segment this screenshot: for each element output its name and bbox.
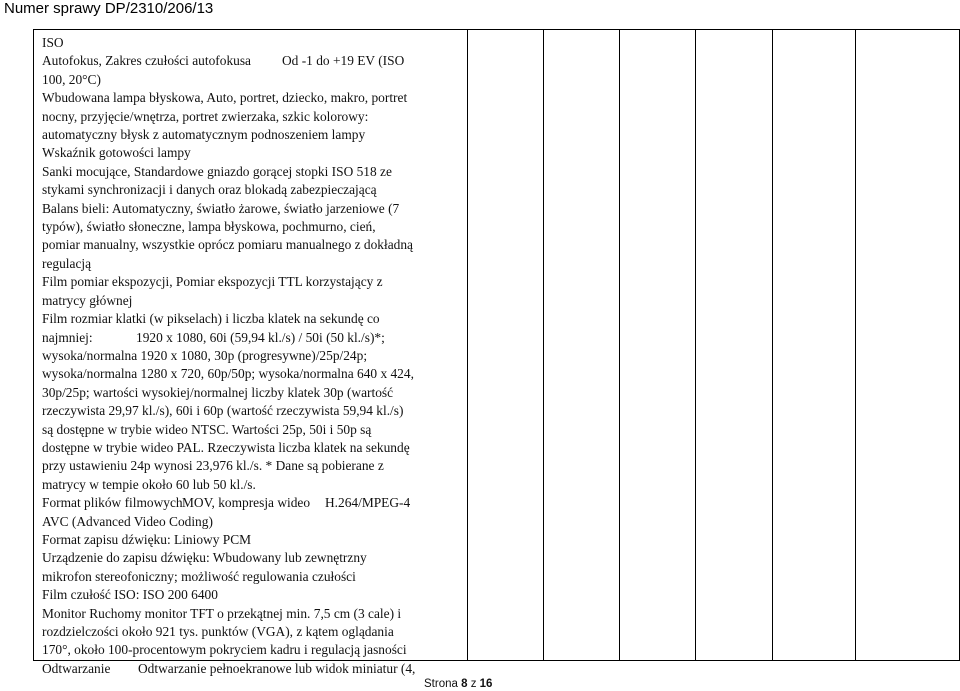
text-line: Odtwarzanie Odtwarzanie pełnoekranowe lub widok miniatur (4, <box>42 660 442 678</box>
text-line: 30p/25p; wartości wysokiej/normalnej liczby klatek 30p (wartość <box>42 384 394 400</box>
text-line: Film czułość ISO: ISO 200 6400 <box>42 587 218 603</box>
text-line: regulacją <box>42 255 92 271</box>
column-divider <box>543 30 544 660</box>
af-range: Od -1 do +19 EV (ISO <box>282 53 405 69</box>
text-line: Format zapisu dźwięku: Liniowy PCM <box>42 531 252 547</box>
codec: H.264/MPEG-4 <box>325 495 411 511</box>
text-line: Film rozmiar klatki (w pikselach) i liczba klatek na sekundę co <box>42 311 380 327</box>
text-line: nocny, przyjęcie/wnętrza, portret zwierzaka, szkic kolorowy: <box>42 108 369 124</box>
text-line: najmniej: 1920 x 1080, 60i (59,94 kl./s) / 50i (50 kl./s)*; <box>42 329 442 347</box>
text-line: AVC (Advanced Video Coding) <box>42 513 213 529</box>
column-divider <box>619 30 620 660</box>
text-line: Balans bieli: Automatyczny, światło żarowe, światło jarzeniowe (7 <box>42 200 400 216</box>
text-line: Wskaźnik gotowości lampy <box>42 145 191 161</box>
text-line: przy ustawieniu 24p wynosi 23,976 kl./s. * Dane są pobierane z <box>42 458 384 474</box>
column-divider <box>855 30 856 660</box>
movie-format: MOV, kompresja wideo <box>182 495 311 511</box>
text-line: stykami synchronizacji i danych oraz blokadą zabezpieczającą <box>42 182 377 198</box>
min-resolution: 1920 x 1080, 60i (59,94 kl./s) / 50i (50 kl./s)*; <box>136 329 385 345</box>
document-header: Numer sprawy DP/2310/206/13 <box>4 0 214 17</box>
text-line: Sanki mocujące, Standardowe gniazdo gorącej stopki ISO 518 ze <box>42 163 392 179</box>
column-divider <box>695 30 696 660</box>
column-divider <box>772 30 773 660</box>
page-number: 8 <box>461 678 468 690</box>
column-divider <box>467 30 468 660</box>
page-total: 16 <box>479 678 493 690</box>
text-line: dostępne w trybie wideo PAL. Rzeczywista liczba klatek na sekundę <box>42 439 410 455</box>
text-line: Film pomiar ekspozycji, Pomiar ekspozycji TTL korzystający z <box>42 274 383 290</box>
playback-desc: Odtwarzanie pełnoekranowe lub widok miniatur (4, <box>138 660 416 676</box>
text-line: 100, 20°C) <box>42 71 101 87</box>
text-line: wysoka/normalna 1280 x 720, 60p/50p; wysoka/normalna 640 x 424, <box>42 366 414 382</box>
text-line: matrycy głównej <box>42 292 133 308</box>
spec-description <box>42 34 442 678</box>
page-footer <box>424 678 492 690</box>
text-line: Monitor Ruchomy monitor TFT o przekątnej min. 7,5 cm (3 cale) i <box>42 605 402 621</box>
text-line: rzeczywista 29,97 kl./s), 60i i 60p (wartość rzeczywista 59,94 kl./s) <box>42 403 404 419</box>
text-line: mikrofon stereofoniczny; możliwość regulowania czułości <box>42 568 356 584</box>
footer-sep: z <box>470 678 477 690</box>
text-line: Autofokus, Zakres czułości autofokusa Od -1 do +19 EV (ISO <box>42 52 442 70</box>
text-line: automatyczny błysk z automatycznym podnoszeniem lampy <box>42 127 366 143</box>
text-line: są dostępne w trybie wideo NTSC. Wartości 25p, 50i i 50p są <box>42 421 372 437</box>
spec-table <box>33 29 960 676</box>
text-line: rozdzielczości około 921 tys. punktów (VGA), z kątem oglądania <box>42 624 394 639</box>
text-line: wysoka/normalna 1920 x 1080, 30p (progresywne)/25p/24p; <box>42 347 368 363</box>
text-line: ISO <box>42 35 64 50</box>
text-line: Urządzenie do zapisu dźwięku: Wbudowany lub zewnętrzny <box>42 550 367 566</box>
text-line: Format plików filmowych MOV, kompresja wideo H.264/MPEG-4 <box>42 494 442 512</box>
footer-prefix: Strona <box>424 678 458 690</box>
text-line: pomiar manualny, wszystkie oprócz pomiaru manualnego z dokładną <box>42 237 413 253</box>
text-line: Wbudowana lampa błyskowa, Auto, portret, dziecko, makro, portret <box>42 90 408 106</box>
text-line: matrycy w tempie około 60 lub 50 kl./s. <box>42 476 256 492</box>
text-line: typów), światło słoneczne, lampa błyskowa, pochmurno, cień, <box>42 219 376 235</box>
text-line: 170°, około 100-procentowym pokryciem kadru i regulacją jasności <box>42 642 407 658</box>
